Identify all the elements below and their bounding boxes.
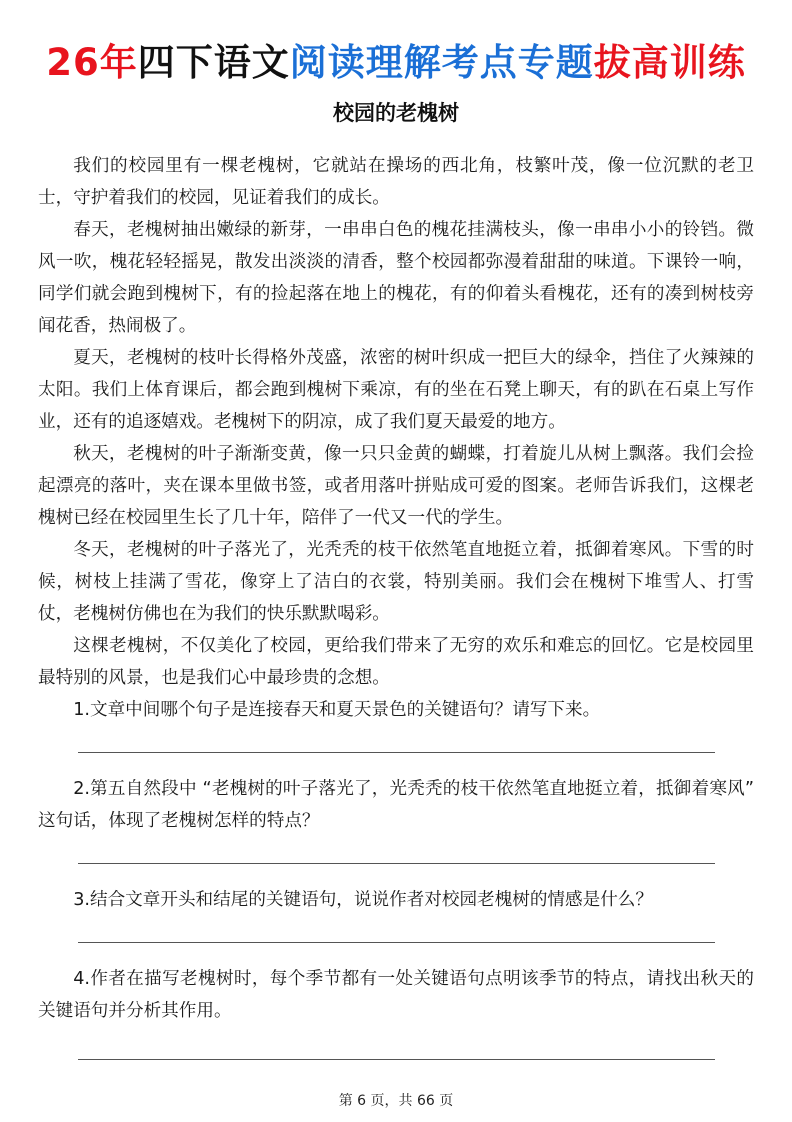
passage-paragraph-5: 冬天，老槐树的叶子落光了，光秃秃的枝干依然笔直地挺立着，抵御着寒风。下雪的时候，树枝上挂满了雪花，像穿上了洁白的衣裳，特别美丽。我们会在槐树下堆雪人、打雪仗，老槐树仿佛也在为我们的快乐默默喝彩。 (38, 540, 754, 624)
banner-segment-training: 拔高训练 (593, 41, 746, 84)
question-2: 2.第五自然段中 “老槐树的叶子落光了，光秃秃的枝干依然笔直地挺立着，抵御着寒风” 这句话，体现了老槐树怎样的特点？ (38, 779, 754, 831)
question-4: 4.作者在描写老槐树时，每个季节都有一处关键语句点明该季节的特点，请找出秋天的关键语句并分析其作用。 (38, 969, 754, 1021)
banner-segment-year: 26年 (46, 41, 138, 84)
page-banner-title (0, 38, 792, 88)
page-footer: 第 6 页，共 66 页 (338, 1093, 454, 1109)
passage-paragraph-4: 秋天，老槐树的叶子渐渐变黄，像一只只金黄的蝴蝶，打着旋儿从树上飘落。我们会捡起漂亮的落叶，夹在课本里做书签，或者用落叶拼贴成可爱的图案。老师告诉我们，这棵老槐树已经在校园里生长了几十年，陪伴了一代又一代的学生。 (38, 444, 754, 528)
passage-paragraph-6: 这棵老槐树，不仅美化了校园，更给我们带来了无穷的欢乐和难忘的回忆。它是校园里最特别的风景，也是我们心中最珍贵的念想。 (38, 636, 754, 688)
passage-paragraph-3: 夏天，老槐树的枝叶长得格外茂盛，浓密的树叶织成一把巨大的绿伞，挡住了火辣辣的太阳。我们上体育课后，都会跑到槐树下乘凉，有的坐在石凳上聊天，有的趴在石桌上写作业，还有的追逐嬉戏。老槐树下的阴凉，成了我们夏天最爱的地方。 (38, 348, 754, 432)
reading-passage (38, 150, 754, 1060)
question-1: 1.文章中间哪个句子是连接春天和夏天景色的关键语句？请写下来。 (73, 700, 601, 720)
banner-segment-topic: 阅读理解考点专题 (289, 41, 594, 84)
question-3: 3.结合文章开头和结尾的关键语句，说说作者对校园老槐树的情感是什么？ (73, 890, 653, 910)
answer-line-4[interactable] (78, 1059, 715, 1060)
passage-paragraph-1: 我们的校园里有一棵老槐树，它就站在操场的西北角，枝繁叶茂，像一位沉默的老卫士，守护着我们的校园，见证着我们的成长。 (38, 156, 754, 208)
passage-title: 校园的老槐树 (333, 101, 459, 125)
passage-paragraph-2: 春天，老槐树抽出嫩绿的新芽，一串串白色的槐花挂满枝头，像一串串小小的铃铛。微风一吹，槐花轻轻摇晃，散发出淡淡的清香，整个校园都弥漫着甜甜的味道。下课铃一响，同学们就会跑到槐树下，有的捡起落在地上的槐花，有的仰着头看槐花，还有的凑到树枝旁闻花香，热闹极了。 (38, 220, 754, 336)
banner-segment-grade: 四下语文 (137, 41, 290, 84)
